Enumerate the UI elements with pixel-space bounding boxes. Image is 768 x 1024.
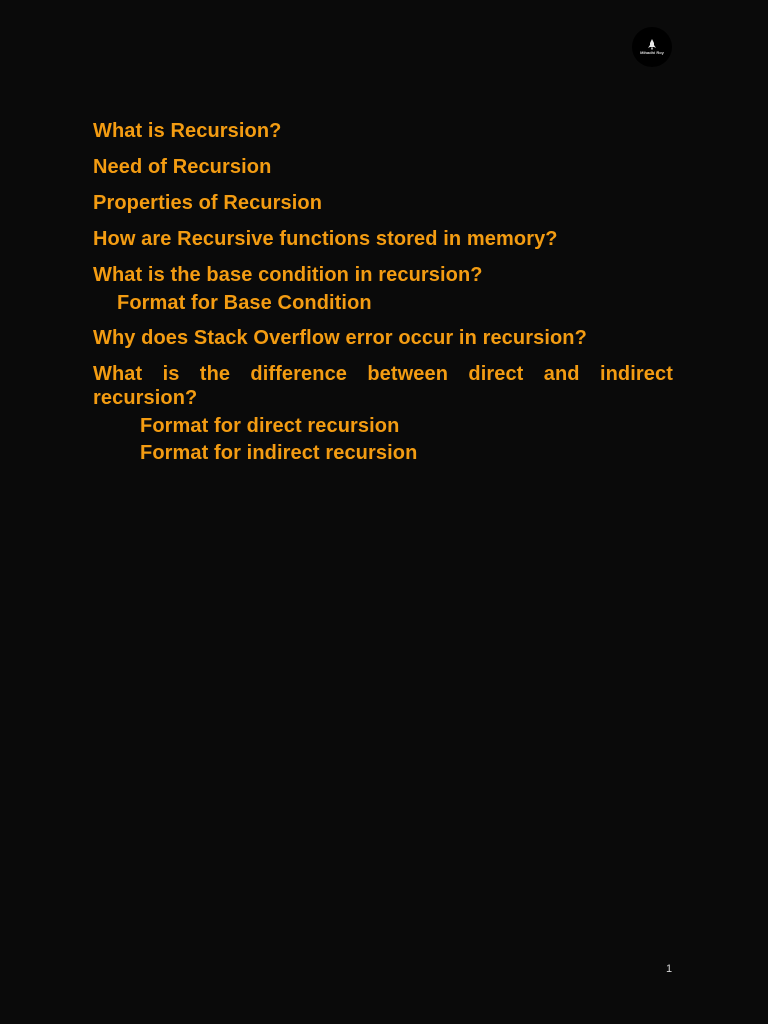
toc-item-properties-of-recursion[interactable]: Properties of Recursion — [93, 192, 323, 214]
toc-item-need-of-recursion[interactable]: Need of Recursion — [93, 156, 272, 178]
page-number: 1 — [666, 963, 673, 975]
toc-item-base-condition[interactable]: What is the base condition in recursion? — [93, 264, 483, 286]
logo-caption: Mihadhi Roy — [640, 50, 664, 55]
toc-item-direct-vs-indirect[interactable]: What is the difference between direct and indirect recursion? — [93, 363, 673, 409]
toc-item-recursive-functions-memory[interactable]: How are Recursive functions stored in memory? — [93, 228, 558, 250]
author-logo — [632, 27, 672, 67]
toc-item-what-is-recursion[interactable]: What is Recursion? — [93, 120, 282, 142]
toc-subitem-format-direct[interactable]: Format for direct recursion — [140, 415, 400, 437]
toc-item-stack-overflow[interactable]: Why does Stack Overflow error occur in recursion? — [93, 327, 587, 349]
toc-subitem-format-base-condition[interactable]: Format for Base Condition — [117, 292, 372, 314]
rocket-icon — [647, 39, 657, 50]
toc-subitem-format-indirect[interactable]: Format for indirect recursion — [140, 442, 418, 464]
